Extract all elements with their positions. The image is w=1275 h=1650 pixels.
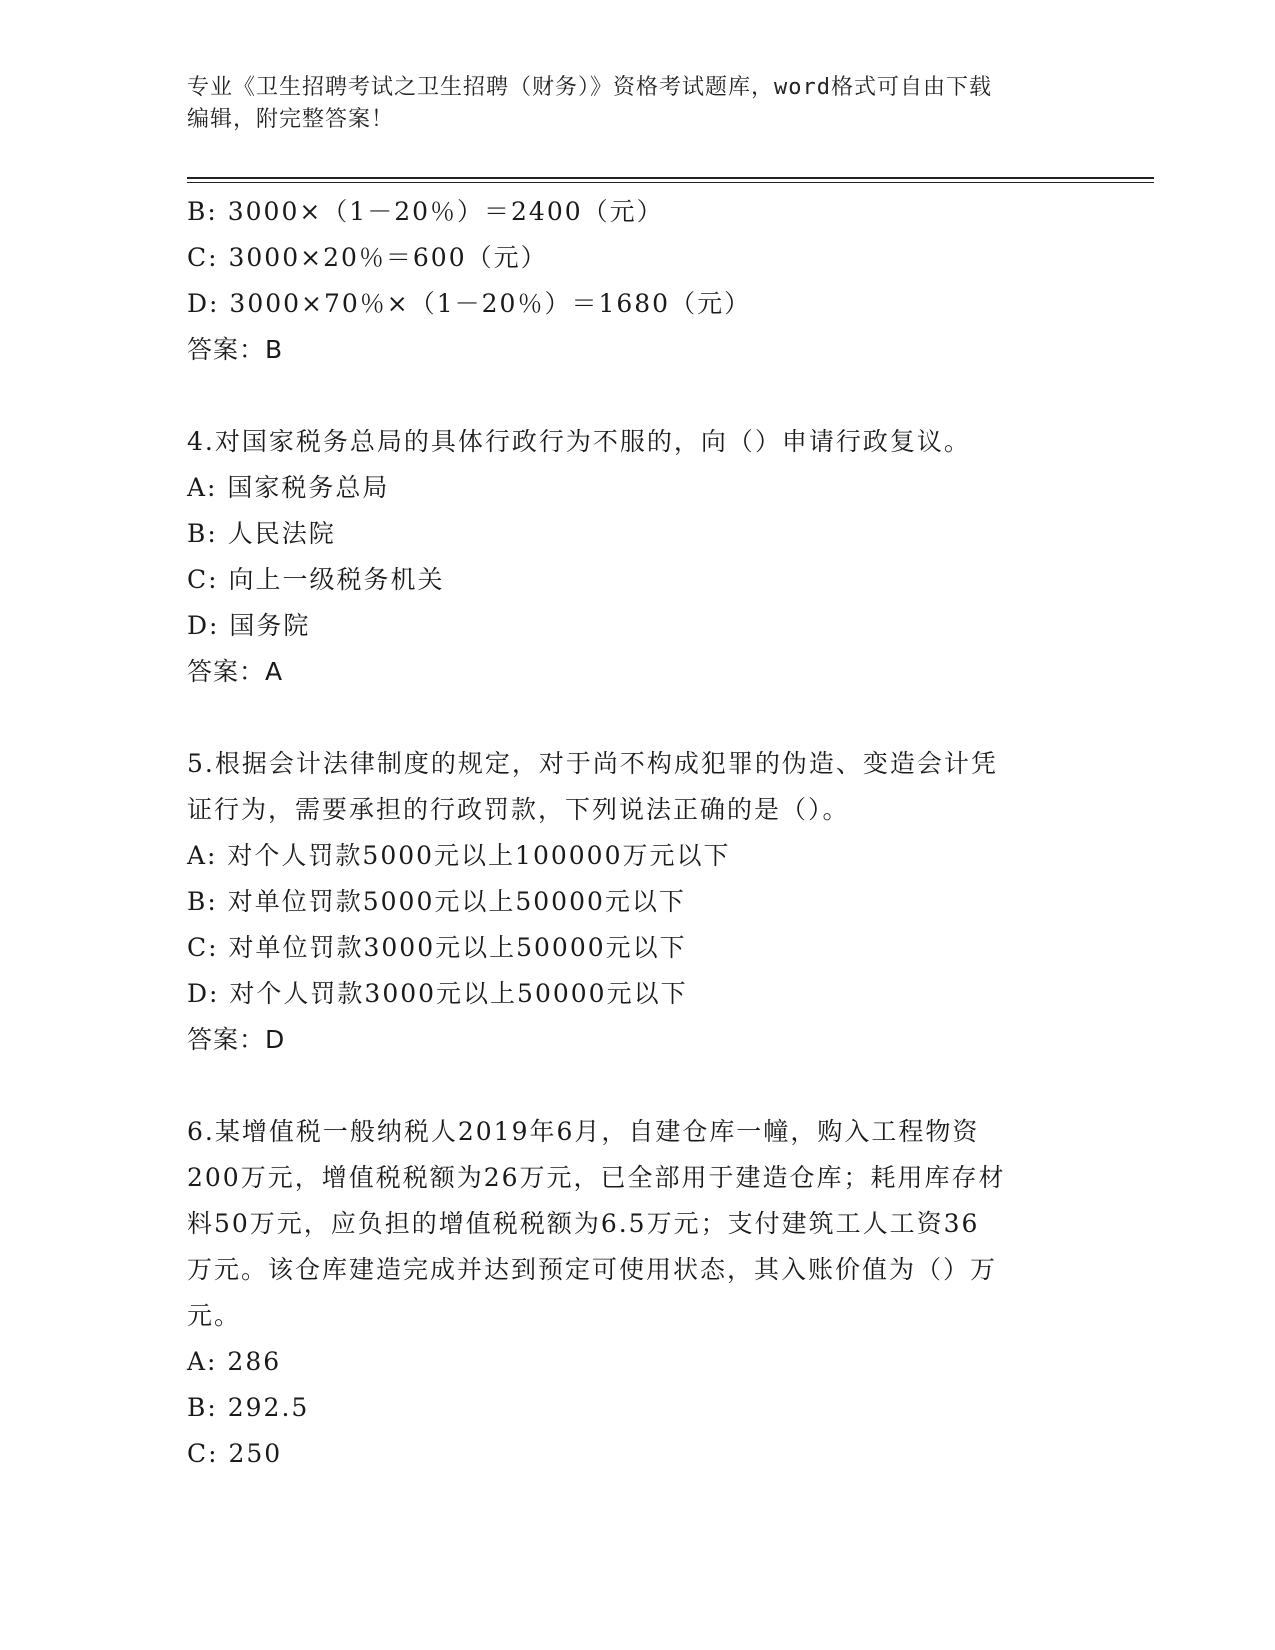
header-divider-thin [187,182,1154,183]
q4-option-d: D: 国务院 [187,611,311,640]
q6-question-line-3: 料50万元，应负担的增值税税额为6.5万元；支付建筑工人工资36 [187,1209,980,1238]
q5-option-b: B: 对单位罚款5000元以上50000元以下 [187,887,686,916]
header-line-2: 编辑，附完整答案！ [187,107,395,132]
document-header [187,72,1067,136]
q6-option-c: C: 250 [187,1439,283,1468]
q5-question-line-1: 5.根据会计法律制度的规定，对于尚不构成犯罪的伪造、变造会计凭 [187,749,998,778]
q6-option-b: B: 292.5 [187,1393,310,1422]
q5-option-a: A: 对个人罚款5000元以上100000万元以下 [187,841,731,870]
question-5-block [187,741,1067,1063]
q5-option-c: C: 对单位罚款3000元以上50000元以下 [187,933,687,962]
spacer [187,695,1067,741]
q3-option-c: C: 3000×20％＝600（元） [187,243,548,272]
q4-question: 4.对国家税务总局的具体行政行为不服的，向（）申请行政复议。 [187,427,971,456]
q6-question-line-1: 6.某增值税一般纳税人2019年6月，自建仓库一幢，购入工程物资 [187,1117,980,1146]
q3-answer: 答案：B [187,335,284,364]
q4-answer: 答案：A [187,657,284,686]
spacer [187,373,1067,419]
q6-question-line-5: 元。 [187,1301,242,1330]
q3-option-b: B: 3000×（1－20％）＝2400（元） [187,197,664,226]
q6-option-a: A: 286 [187,1347,282,1376]
question-6-block [187,1109,1067,1477]
q5-question-line-2: 证行为，需要承担的行政罚款，下列说法正确的是（）。 [187,795,850,824]
q6-question-line-2: 200万元，增值税税额为26万元，已全部用于建造仓库；耗用库存材 [187,1163,1006,1192]
q4-option-b: B: 人民法院 [187,519,336,548]
spacer [187,1063,1067,1109]
q6-question-line-4: 万元。该仓库建造完成并达到预定可使用状态，其入账价值为（）万 [187,1255,998,1284]
question-list [187,189,1067,1477]
q5-answer: 答案：D [187,1025,286,1054]
q4-option-c: C: 向上一级税务机关 [187,565,445,594]
header-line-1: 专业《卫生招聘考试之卫生招聘（财务）》资格考试题库，word格式可自由下载 [187,75,992,100]
q5-option-d: D: 对个人罚款3000元以上50000元以下 [187,979,688,1008]
header-divider-thick [187,177,1154,179]
question-3-block [187,189,1067,373]
question-4-block [187,419,1067,695]
q3-option-d: D: 3000×70％×（1－20％）＝1680（元） [187,289,752,318]
q4-option-a: A: 国家税务总局 [187,473,390,502]
